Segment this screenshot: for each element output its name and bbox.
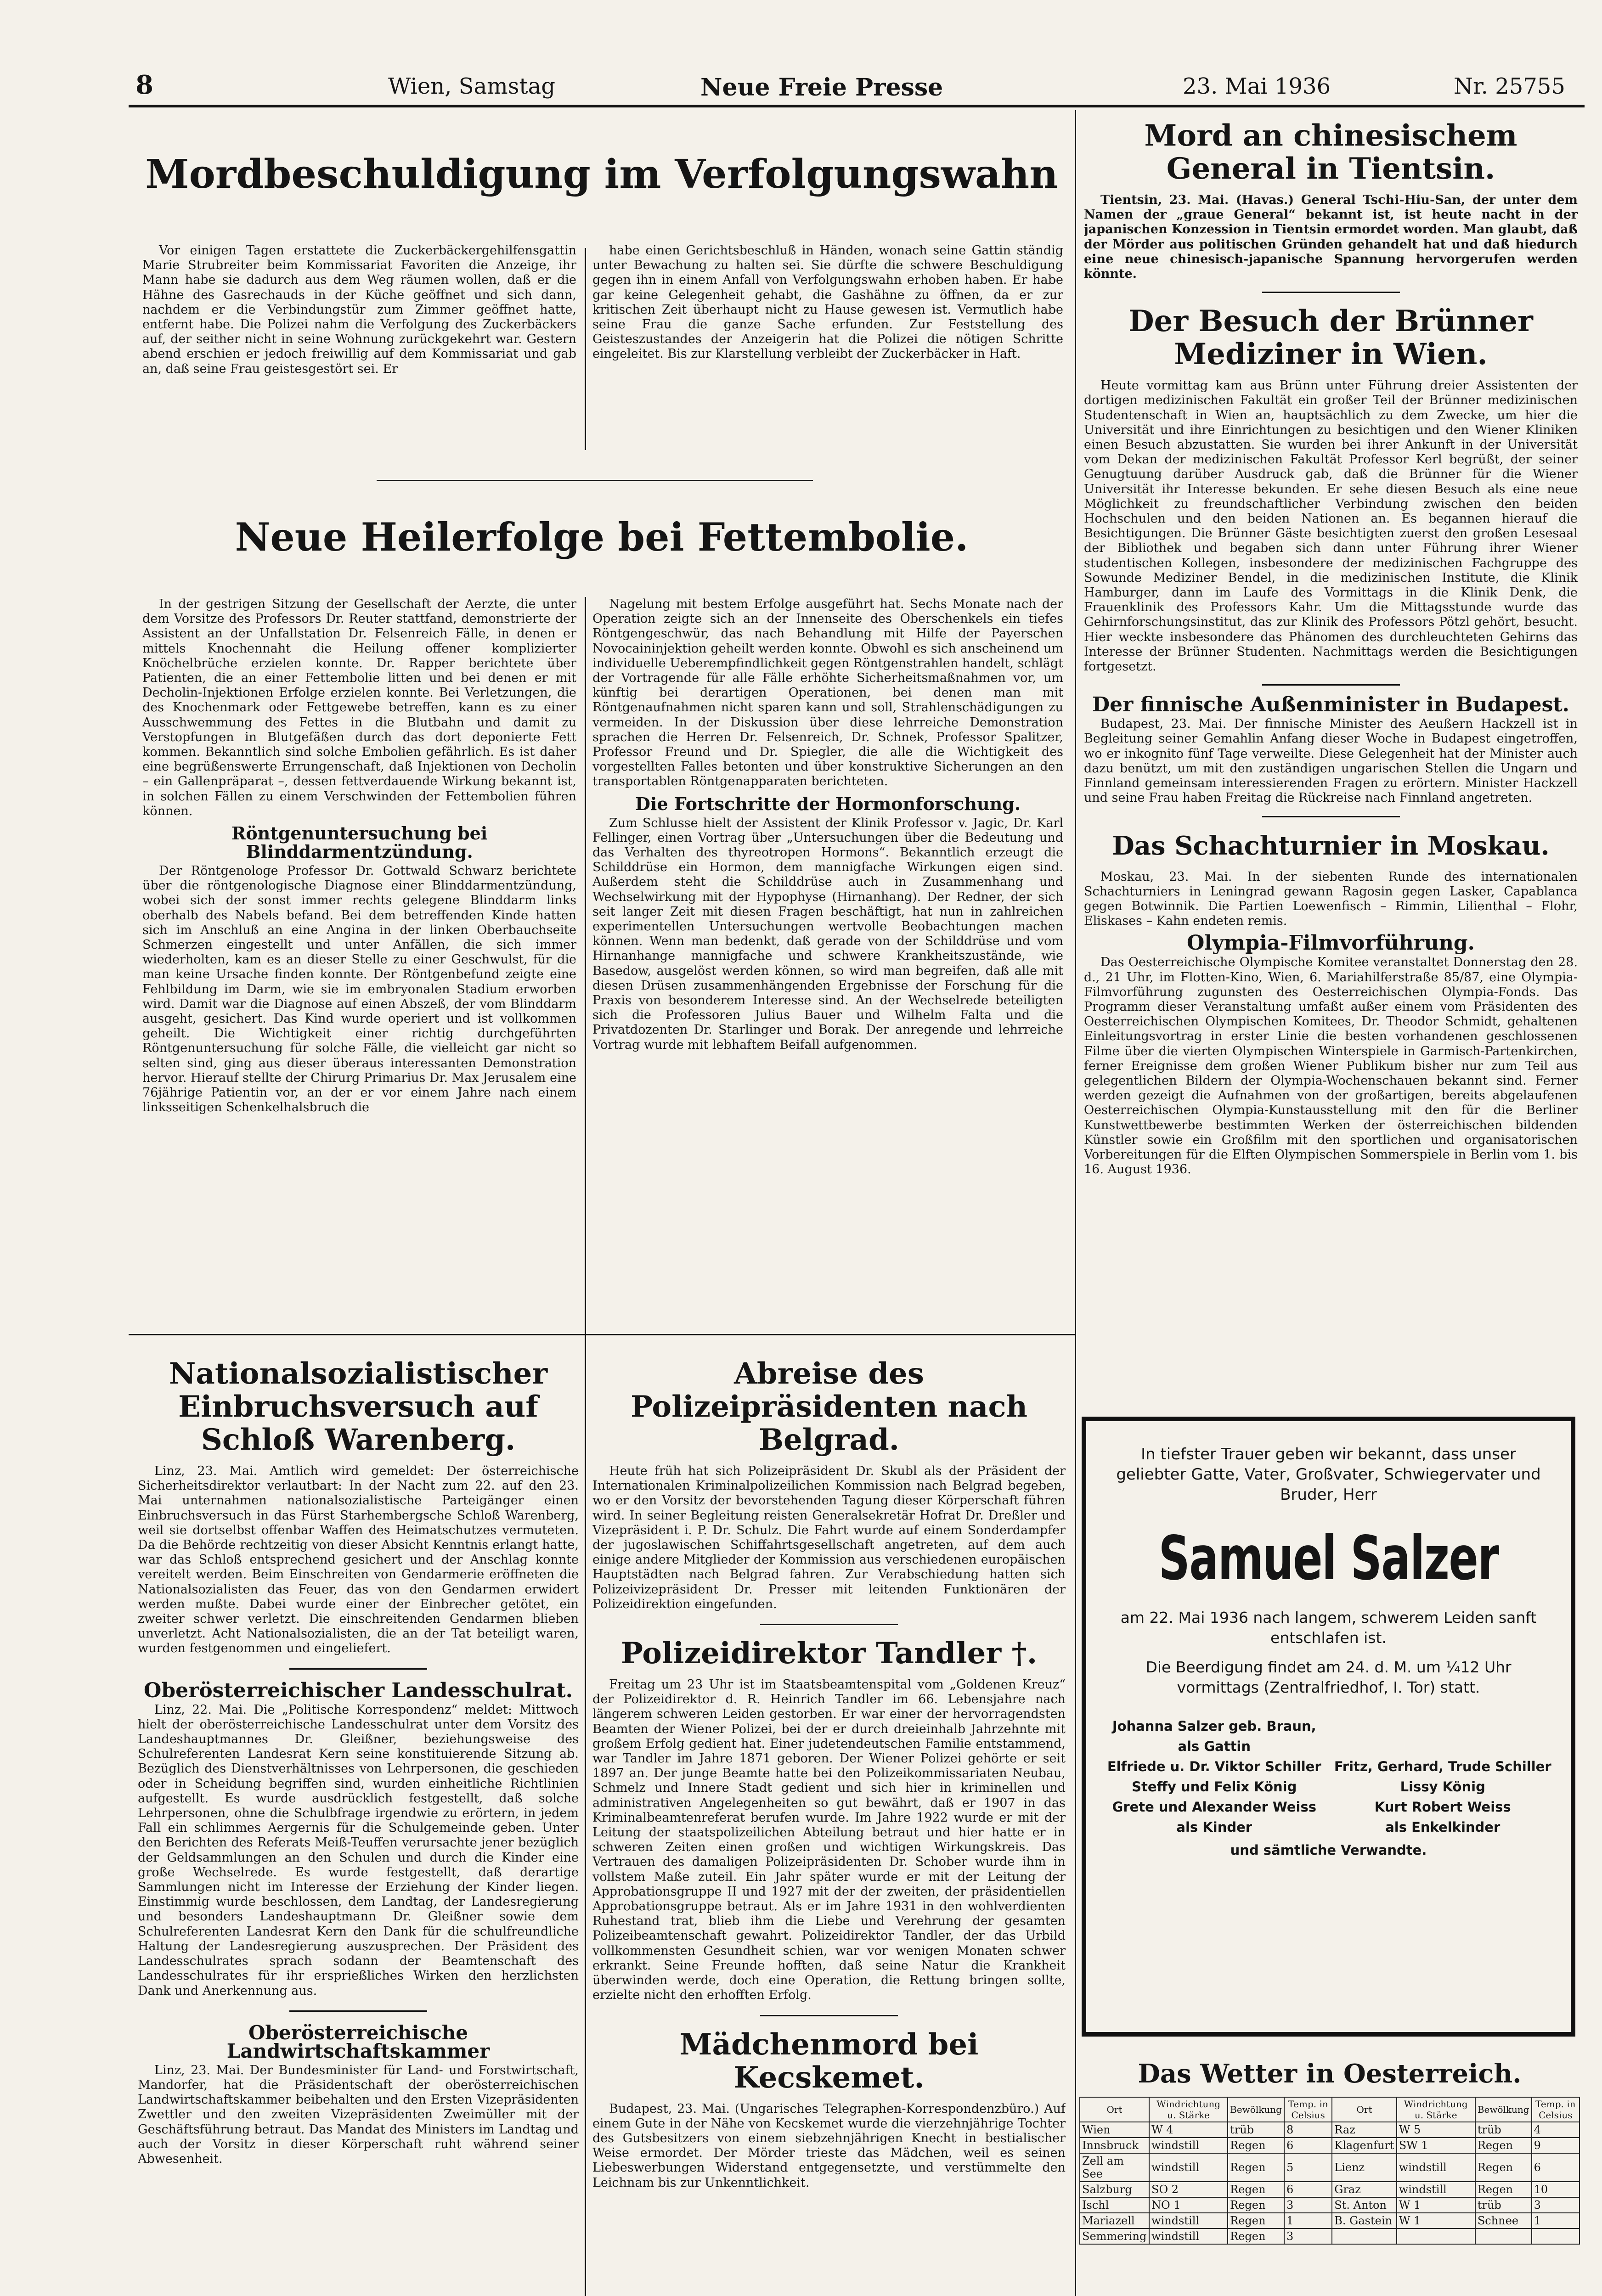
weather-row [1080,2153,1579,2182]
weather-cell: Regen [1228,2213,1284,2228]
signatory-right-4: Kurt Robert Weiss [1374,1799,1511,1815]
divider [289,1668,427,1670]
column-rule-right [1075,110,1076,2296]
weather-cell: 6 [1284,2138,1332,2153]
column-rule-mid-lower [585,597,586,1332]
weather-cell: trüb [1475,2122,1532,2138]
article-fettembolie-col1 [142,597,576,1332]
weather-cell: 6 [1532,2153,1579,2182]
weather-row [1080,2138,1579,2153]
column-left-bottom [138,1345,579,2296]
place-day: Wien, Samstag [388,73,555,99]
weather-cell: Ischl [1080,2197,1149,2213]
weather-cell: Raz [1332,2122,1396,2138]
weather-row [1080,2122,1579,2138]
headline-finnisch: Der finnische Außenminister in Budapest. [1092,693,1569,717]
weather-section [1079,2053,1580,2245]
subheading-roentgen: Röntgenuntersuchung bei Blinddarmentzündung. [231,823,488,862]
weather-title: Das Wetter in Oesterreich. [1138,2059,1522,2089]
paragraph: Das Oesterreichische Olympische Komitee veranstaltet Donnerstag den 28. d., 21 Uhr, im Flotten-Kino, Wien, 6. Mariahilferstraße 85/87, eine Olympia-Filmvorführung zugunsten des Oesterreichischen Olympia-Fonds. Das Programm dieser Veranstaltung umfaßt außer einem vom Präsidenten des Oesterreichischen Olympischen Komitees, Dr. Theodor Schmidt, gehaltenen Einleitungsvortrag in erster Linie die besten vorhandenen geschlossenen Filme über die vierten Olympischen Winterspiele in Garmisch-Partenkirchen, ferner Ereignisse dem großen Wiener Publikum bisher nur zum Teil aus gelegentlichen Bildern der Olympia-Wochenschauen bekannt sind. Ferner werden gezeigt die Aufnahmen von der großartigen, bereits abgelaufenen Oesterreichischen Olympia-Kunstausstellung mit den für die Berliner Kunstwettbewerbe bestimmten Werken der österreichischen bildenden Künstler sowie ein Großfilm mit den sportlichen und organisatorischen Vorbereitungen für die Elften Olympischen Sommerspiele in Berlin vom 1. bis 16. August 1936. [1084,955,1578,1177]
weather-cell [1532,2228,1579,2244]
weather-cell: Schnee [1475,2213,1532,2228]
paragraph: Heute früh hat sich Polizeipräsident Dr. Skubl als der Präsident der Internationalen Kriminalpolizeilichen Kommission nach Belgrad begeben, wo er den Vorsitz der bevorstehenden Tagung dieser Körperschaft führen wird. In seiner Begleitung reisten Generalsekretär Hofrat Dr. Dreßler und Vizepräsident i. P. Dr. Schulz. Die Fahrt wurde auf einem Sonderdampfer der jugoslawischen Schiffahrtsgesellschaft angetreten, auf dem auch einige andere Mitglieder der Kommission aus verschiedenen europäischen Hauptstädten nach Belgrad fahren. Zur Verabschiedung hatten sich Polizeivizepräsident Dr. Presser mit leitenden Funktionären der Polizeidirektion eingefunden. [592,1464,1066,1611]
weather-row [1080,2213,1579,2228]
weather-row [1080,2197,1579,2213]
weather-cell: NO 1 [1149,2197,1228,2213]
headline-kecskemet: Mädchenmord bei Kecskemet. [679,2027,979,2095]
issue-number: Nr. 25755 [1454,73,1565,99]
headline-warenberg: Nationalsozialistischer Einbruchsversuch auf Schloß Warenberg. [169,1356,548,1457]
signatory-left-4: Grete und Alexander Weiss [1112,1799,1316,1815]
article-mordbeschuldigung-col1 [142,243,576,450]
weather-header-cell: Ort [1332,2097,1396,2122]
weather-cell: 3 [1532,2197,1579,2213]
weather-cell: Klagenfurt [1332,2138,1396,2153]
weather-cell: windstill [1397,2182,1475,2197]
weather-cell: 3 [1284,2228,1332,2244]
signatory-left-5: als Kinder [1176,1819,1252,1835]
weather-cell: Graz [1332,2182,1396,2197]
divider [1262,684,1400,686]
headline-olympia: Olympia-Filmvorführung. [1187,931,1475,955]
weather-cell: W 4 [1149,2122,1228,2138]
weather-header-cell: Ort [1080,2097,1149,2122]
signatory-left-3: Steffy und Felix König [1132,1779,1297,1795]
paragraph: habe einen Gerichtsbeschluß in Händen, wonach seine Gattin ständig unter Bewachung zu halten sei. Sie dürfte die schwere Beschuldigung gegen ihn in einem Anfall von Verfolgungswahn erhoben haben. Er habe gar keine Gelegenheit gehabt, die Gashähne zu öffnen, da er zur kritischen Zeit überhaupt nicht zu Hause gewesen ist. Vermutlich habe seine Frau die ganze Sache erfunden. Zur Feststellung des Geisteszustandes der Anzeigerin hat die Polizei die nötigen Schritte eingeleitet. Bis zur Klarstellung verbleibt der Zuckerbäcker in Haft. [592,243,1063,361]
weather-cell: 5 [1284,2153,1332,2182]
weather-cell: Regen [1475,2138,1532,2153]
paragraph: Nagelung mit bestem Erfolge ausgeführt hat. Sechs Monate nach der Operation zeigte sich an der Innenseite des Oberschenkels ein tiefes Röntgengeschwür, das nach Behandlung mit Hilfe der Payerschen Novocaininjektion geheilt werden konnte. Obwohl es sich anscheinend um individuelle Ueberempfindlichkeit gegen Röntgenstrahlen handelt, schlägt der Vortragende für alle Fälle erhöhte Sicherheitsmaßnahmen vor, um künftig bei derartigen Operationen, bei denen man mit Röntgenaufnahmen nicht sparen kann und soll, Strahlenschädigungen zu vermeiden. In der Diskussion über diese lehrreiche Demonstration sprachen die Herren Dr. Felsenreich, Dr. Schnek, Professor Spalitzer, Professor Freund und Dr. Spiegler, die alle die Wichtigkeit des vorgestellten Falles betonten und über konstruktive Sicherungen an den transportablen Röntgenapparaten berichteten. [592,597,1063,789]
weather-cell: Regen [1228,2197,1284,2213]
weather-table [1079,2097,1580,2245]
paragraph: Der Röntgenologe Professor Dr. Gottwald Schwarz berichtete über die röntgenologische Diagnose einer Blinddarmentzündung, wobei sich der sonst immer rechts gelegene Blinddarm links oberhalb des Nabels befand. Bei dem betreffenden Kinde hatten sich im Anschluß an eine Angina in der linken Oberbauchseite Schmerzen eingestellt und unter Anfällen, die sich immer wiederholten, kam es an dieser Stelle zu einer Geschwulst, für die man keine Ursache finden konnte. Der Röntgenbefund zeigte eine Fehlbildung im Darm, wie sie im embryonalen Stadium erworben wird. Damit war die Diagnose auf einen Abszeß, der vom Blinddarm ausgeht, gesichert. Das Kind wurde operiert und ist vollkommen geheilt. Die Wichtigkeit einer richtig durchgeführten Röntgenuntersuchung für solche Fälle, die vielleicht gar nicht so selten sind, ging aus dieser überaus interessanten Demonstration hervor. Hierauf stellte der Chirurg Primarius Dr. Max Jerusalem eine 76jährige Patientin vor, an der er vor einem Jahre nach einem linksseitigen Schenkelhalsbruch die [142,864,576,1115]
column-rule-bottom [585,1332,586,2296]
weather-cell: W 5 [1397,2122,1475,2138]
paragraph: Freitag um 23 Uhr ist im Staatsbeamtenspital vom „Goldenen Kreuz“ der Polizeidirektor d. R. Heinrich Tandler im 66. Lebensjahre nach längerem schweren Leiden gestorben. Er war einer der hervorragendsten Beamten der Wiener Polizei, bei der er durch dreieinhalb Jahrzehnte mit großem Erfolg gedient hat. Einer judetendeutschen Familie entstammend, war Tandler im Jahre 1871 geboren. Der Wiener Polizei gehörte er seit 1897 an. Der junge Beamte hatte bei den Polizeikommissariaten Neubau, Schmelz und Innere Stadt gedient und sich hier in kriminellen und administrativen Angelegenheiten so gut bewährt, daß er 1907 in das Kriminalbeamtenreferat berufen wurde. Im Jahre 1922 wurde er mit der Leitung der staatspolizeilichen Abteilung betraut und hier hatte er in schweren Zeiten einen großen und wichtigen Wirkungskreis. Das Vertrauen des damaligen Polizeipräsidenten Dr. Schober wurde ihm in vollstem Maße zuteil. Ein Jahr später wurde er mit der Leitung der Approbationsgruppe II und 1927 mit der der zweiten, der präsidentiellen Approbationsgruppe betraut. Als er im Jahre 1931 in den wohlverdienten Ruhestand trat, blieb ihm die Liebe und Verehrung der gesamten Polizeibeamtenschaft gewahrt. Polizeidirektor Tandler, der das Urbild vollkommensten Gesundheit schien, war vor wenigen Monaten schwer erkrankt. Seine Freunde hofften, daß seine Natur die Krankheit überwinden werde, doch eine Operation, die Rettung bringen sollte, erzielte nicht den erhofften Erfolg. [592,1677,1066,2003]
weather-cell: 6 [1284,2182,1332,2197]
weather-cell: SW 1 [1397,2138,1475,2153]
article-fettembolie-col2 [592,597,1063,1332]
divider [760,1624,898,1625]
weather-cell: 3 [1284,2197,1332,2213]
paragraph: Linz, 23. Mai. Amtlich wird gemeldet: Der österreichische Sicherheitsdirektor verlautbart: In der Nacht zum 22. auf den 23. Mai unternahmen nationalsozialistische Parteigänger einen Einbruchsversuch in das Fürst Starhembergsche Schloß Warenberg, weil sie dortselbst offenbar Waffen des Heimatschutzes vermuteten. Da die Behörde rechtzeitig von dieser Absicht Kenntnis erlangt hatte, war das Schloß entsprechend gesichert und der Anschlag konnte vereitelt werden. Beim Einschreiten von Gendarmerie eröffneten die Nationalsozialisten das Feuer, das von den Gendarmen erwidert werden mußte. Dabei wurde einer der Einbrecher getötet, ein zweiter schwer verletzt. Die einschreitenden Gendarmen blieben unverletzt. Acht Nationalsozialisten, die an der Tat beteiligt waren, wurden festgenommen und eingeliefert. [138,1464,579,1656]
weather-header-cell: Windrichtung u. Stärke [1397,2097,1475,2122]
headline-fettembolie: Neue Heilerfolge bei Fettembolie. [235,514,969,560]
weather-cell: Semmering [1080,2228,1149,2244]
obituary-death: am 22. Mai 1936 nach langem, schwerem Leiden sanft entschlafen ist. [1120,1609,1537,1647]
paragraph: Vor einigen Tagen erstattete die Zuckerbäckergehilfensgattin Marie Strubreiter beim Kommissariat Favoriten die Anzeige, ihr Mann habe sie dadurch aus dem Weg räumen wollen, daß er die Hähne des Gasrechauds in der Küche geöffnet und sich dann, nachdem er die Verbindungstür zum Zimmer geöffnet hatte, entfernt habe. Die Polizei nahm die Verfolgung des Zuckerbäckers auf, der seither nicht in seine Wohnung zurückgekehrt war. Gestern abend erschien er jedoch freiwillig auf dem Kommissariat und gab an, daß seine Frau geistesgestört sei. Er [142,243,576,376]
weather-cell: W 1 [1397,2213,1475,2228]
weather-cell: trüb [1475,2197,1532,2213]
weather-cell: windstill [1397,2153,1475,2182]
obituary-notice [1082,1417,1575,2037]
obituary-closing: und sämtliche Verwandte. [1230,1842,1427,1858]
headline-landesschulrat: Oberösterreichischer Landesschulrat. [144,1678,573,1702]
paragraph: Heute vormittag kam aus Brünn unter Führung dreier Assistenten der dortigen medizinischen Fakultät ein großer Teil der Brünner medizinischen Studentenschaft in Wien an, hauptsächlich zu dem Zwecke, um hier die Universität und ihre Einrichtungen zu besichtigen und den Wiener Kliniken einen Besuch abzustatten. Sie wurden bei ihrer Ankunft in der Universität vom Dekan der medizinischen Fakultät Professor Kerl begrüßt, der seiner Genugtuung darüber Ausdruck gab, daß die Brünner für die Wiener Universität ihr Interesse bekunden. Er sehe diesen Besuch als eine neue Möglichkeit zu freundschaftlicher Verbindung zwischen den beiden Hochschulen und den beiden Nationen an. Es begannen hierauf die Besichtigungen. Die Brünner Gäste besichtigten zuerst den großen Lesesaal der Bibliothek und begaben sich dann unter Führung ihrer Wiener studentischen Kollegen, insbesondere der medizinischen Fachgruppe des Sowunde Mediziner Bendel, in die medizinischen Institute, die Klinik Hamburger, dann im Laufe des Vormittags in die Klinik Denk, die Frauenklinik des Professors Kahr. Um die Mittagsstunde wurde das Gehirnforschungsinstitut, das zur Klinik des Professors Pötzl gehört, besucht. Hier weckte insbesondere das Phänomen des durchleuchteten Gehirns das Interesse der Brünner Studenten. Nachmittags werden die Besichtigungen fortgesetzt. [1084,378,1578,674]
column-middle-bottom [592,1345,1066,2296]
weather-row [1080,2228,1579,2244]
paragraph: Zum Schlusse hielt der Assistent der Klinik Professor v. Jagic, Dr. Karl Fellinger, einen Vortrag über „Untersuchungen über die Bedeutung und das Verhalten des thyreotropen Hormons“. Bekanntlich erzeugt die Schilddrüse ein Hormon, dem mannigfache Wirkungen eigen sind. Außerdem steht die Schilddrüse auch in Zusammenhang und Wechselwirkung mit der Hypophyse (Hirnanhang). Der Redner, der sich seit langer Zeit mit diesen Fragen beschäftigt, hat nun in zahlreichen experimentellen Untersuchungen wertvolle Beobachtungen machen können. Wenn man bedenkt, daß gerade von der Schilddrüse und vom Hirnanhange mannigfache und schwere Krankheitszustände, wie Basedow, ausgelöst werden können, so wird man begreifen, daß alle mit diesen Drüsen zusammenhängenden Ergebnisse der Forschung für die Praxis von besonderem Interesse sind. An der Wechselrede beteiligten sich die Professoren Julius Bauer und Wilhelm Falta und die Privatdozenten Dr. Starlinger und Borak. Der anregende und lehrreiche Vortrag wurde mit lebhaftem Beifall aufgenommen. [592,816,1063,1052]
weather-header-cell: Bewölkung [1475,2097,1532,2122]
weather-cell: SO 2 [1149,2182,1228,2197]
weather-cell: Innsbruck [1080,2138,1149,2153]
paragraph: In der gestrigen Sitzung der Gesellschaft der Aerzte, die unter dem Vorsitze des Professors Dr. Reuter stattfand, demonstrierte der Assistent an der Unfallstation Dr. Felsenreich Fälle, in denen er mittels Knochennaht die Heilung offener komplizierter Knöchelbrüche erzielen konnte. Dr. Rapper berichtete über Patienten, die an einer Fettembolie litten und bei denen er mit Decholin-Injektionen Erfolge erzielen konnte. Bei Verletzungen, die des Knochenmark oder Fettgewebe betreffen, kann es zu einer Ausschwemmung des Fettes in die Blutbahn und damit zu Verstopfungen in Blutgefäßen durch das dort deponierte Fett kommen. Bekanntlich sind solche Embolien gefährlich. Es ist daher eine begrüßenswerte Errungenschaft, daß Injektionen von Decholin – ein Gallenpräparat –, dessen fettverdauende Wirkung bekannt ist, in solchen Fällen zu einem Verschwinden der Fettembolien führen können. [142,597,576,818]
paragraph: Tientsin, 23. Mai. (Havas.) General Tschi-Hiu-San, der unter dem Namen der „graue General“ bekannt ist, ist heute nacht in der japanischen Konzession in Tientsin ermordet worden. Man glaubt, daß der Mörder aus politischen Gründen gehandelt hat und daß hiedurch eine neue chinesisch-japanische Spannung hervorgerufen werden könnte. [1084,193,1578,281]
page-header [131,69,1585,101]
page-number: 8 [135,70,153,100]
weather-cell: B. Gastein [1332,2213,1396,2228]
header-rule [129,105,1585,107]
paragraph: Linz, 22. Mai. Die „Politische Korrespondenz“ meldet: Mittwoch hielt der oberösterreichische Landesschulrat unter dem Vorsitz des Landeshauptmannes Dr. Gleißner, beziehungsweise des Schulreferenten Landesrat Kern seine konstituierende Sitzung ab. Bezüglich des Dienstverhältnisses von Lehrpersonen, die geschieden oder in Scheidung begriffen sind, wurden einheitliche Richtlinien aufgestellt. Es wurde ausdrücklich festgestellt, daß solche Lehrpersonen, ohne die Schulbfrage irgendwie zu erörtern, in jedem Fall ein schlimmes Aergernis für die Schulgemeinde geben. Unter den Berichten des Referats Meiß-Teuffen verursachte jener bezüglich der Geldsammlungen an den Schulen und durch die Kinder eine große Wechselrede. Es wurde festgestellt, daß derartige Sammlungen nicht im Interesse der Erziehung der Kinder liegen. Einstimmig wurde beschlossen, dem Landtag, der Landesregierung und besonders Landeshauptmann Dr. Gleißner sowie dem Schulreferenten Landesrat Kern den Dank für die schulfreundliche Haltung der Landesregierung auszusprechen. Der Präsident des Landesschulrates sprach sodann der Beamtenschaft des Landesschulrates für ihr ersprießliches Wirken den herzlichsten Dank und Anerkennung aus. [138,1702,579,1998]
weather-cell: 1 [1532,2213,1579,2228]
weather-cell: 1 [1284,2213,1332,2228]
weather-cell: Regen [1228,2153,1284,2182]
weather-cell [1475,2228,1532,2244]
weather-row [1080,2182,1579,2197]
weather-cell: 9 [1532,2138,1579,2153]
divider [760,2015,898,2016]
obituary-intro: In tiefster Trauer geben wir bekannt, dass unser geliebter Gatte, Vater, Großvater, Schwiegervater und Bruder, Herr [1116,1445,1541,1504]
weather-cell [1332,2228,1396,2244]
weather-cell: 10 [1532,2182,1579,2197]
weather-cell: Salzburg [1080,2182,1149,2197]
divider [1262,816,1400,817]
signatory-right-3: Lissy König [1400,1779,1485,1795]
divider [1262,292,1400,293]
weather-cell: Regen [1228,2228,1284,2244]
weather-header-cell: Bewölkung [1228,2097,1284,2122]
weather-cell: Zell am See [1080,2153,1149,2182]
weather-header-cell: Temp. in Celsius [1284,2097,1332,2122]
headline-schachturnier: Das Schachturnier in Moskau. [1112,830,1550,861]
headline-bruenner: Der Besuch der Brünner Mediziner in Wien. [1128,304,1533,372]
obituary-signatories [1100,1716,1557,1837]
signatory-right-1 [1329,1716,1557,1756]
signatory-left-1: Johanna Salzer geb. Braun, als Gattin [1112,1718,1316,1754]
headline-landwirtschaftskammer: Oberösterreichische Landwirtschaftskammer [226,2021,490,2062]
weather-cell: windstill [1149,2153,1228,2182]
divider [289,2010,427,2012]
divider [377,480,813,481]
issue-date: 23. Mai 1936 [1183,73,1331,99]
headline-mordbeschuldigung: Mordbeschuldigung im Verfolgungswahn [145,151,1058,197]
headline-polizeipraesident: Abreise des Polizeipräsidenten nach Belgrad. [631,1356,1027,1457]
weather-cell: Regen [1228,2182,1284,2197]
weather-cell: Mariazell [1080,2213,1149,2228]
column-rule-mid-top [585,248,586,450]
masthead: Neue Freie Presse [700,73,943,101]
weather-cell: Regen [1475,2153,1532,2182]
headline-tandler: Polizeidirektor Tandler †. [620,1636,1038,1671]
weather-cell: windstill [1149,2138,1228,2153]
divider [129,1334,1075,1335]
paragraph: Budapest, 23. Mai. (Ungarisches Telegraphen-Korrespondenzbüro.) Auf einem Gute in der Nähe von Kecskemet wurde die vierzehnjährige Tochter des Gutsbesitzers von einem siebzehnjährigen Knecht in bestialischer Weise ermordet. Der Mörder trieste das Mädchen, weil es seinen Liebeswerbungen Widerstand entgegensetzte, und verstümmelte den Leichnam bis zur Unkenntlichkeit. [592,2101,1066,2190]
weather-cell: windstill [1149,2213,1228,2228]
weather-cell: Wien [1080,2122,1149,2138]
weather-cell [1397,2228,1475,2244]
subheading-hormonforschung: Die Fortschritte der Hormonforschung. [635,793,1021,814]
obituary-name: Samuel Salzer [1158,1523,1499,1594]
signatory-left-2: Elfriede u. Dr. Viktor Schiller [1107,1759,1321,1774]
paragraph: Moskau, 23. Mai. In der siebenten Runde des internationalen Schachturniers in Leningrad gewann Ragosin gegen Lasker, Capablanca gegen Botwinnik. Die Partien Loewenfisch – Rimmin, Lilienthal – Flohr, Eliskases – Kahn endeten remis. [1084,869,1578,929]
signatory-right-2: Fritz, Gerhard, Trude Schiller [1334,1759,1551,1774]
weather-header-cell: Windrichtung u. Stärke [1149,2097,1228,2122]
weather-cell: 4 [1532,2122,1579,2138]
paragraph: Budapest, 23. Mai. Der finnische Minister des Aeußern Hackzell ist in Begleitung seiner Gemahlin Anfang dieser Woche in Budapest eingetroffen, wo er inkognito fünf Tage verweilte. Diese Gelegenheit hat der Minister auch dazu benützt, um mit den zuständigen ungarischen Stellen die Ungarn und Finnland gemeinsam interessierenden Fragen zu erörtern. Minister Hackzell und seine Frau haben Freitag die Rückreise nach Finnland angetreten. [1084,717,1578,805]
weather-header-cell: Temp. in Celsius [1532,2097,1579,2122]
weather-cell: 8 [1284,2122,1332,2138]
weather-cell: trüb [1228,2122,1284,2138]
weather-cell: W 1 [1397,2197,1475,2213]
weather-cell: Regen [1228,2138,1284,2153]
weather-cell: windstill [1149,2228,1228,2244]
weather-cell: Regen [1475,2182,1532,2197]
paragraph: Linz, 23. Mai. Der Bundesminister für Land- und Forstwirtschaft, Mandorfer, hat die Präsidentschaft der oberösterreichischen Landwirtschaftskammer beibehalten und den Ersten Vizepräsidenten Zwettler und den zweiten Vizepräsidenten Zweimüller mit der Geschäftsführung betraut. Das Mandat des Ministers im Landtag und auch der Vorsitz in dieser Körperschaft ruht während seiner Abwesenheit. [138,2063,579,2166]
weather-cell: St. Anton [1332,2197,1396,2213]
headline-tientsin: Mord an chinesischem General in Tientsin. [1144,118,1517,186]
article-mordbeschuldigung-col2 [592,243,1063,450]
obituary-funeral: Die Beerdigung findet am 24. d. M. um ¼12 Uhr vormittags (Zentralfriedhof, I. Tor) statt. [1145,1658,1512,1696]
weather-cell: Lienz [1332,2153,1396,2182]
signatory-right-5: als Enkelkinder [1385,1819,1500,1835]
